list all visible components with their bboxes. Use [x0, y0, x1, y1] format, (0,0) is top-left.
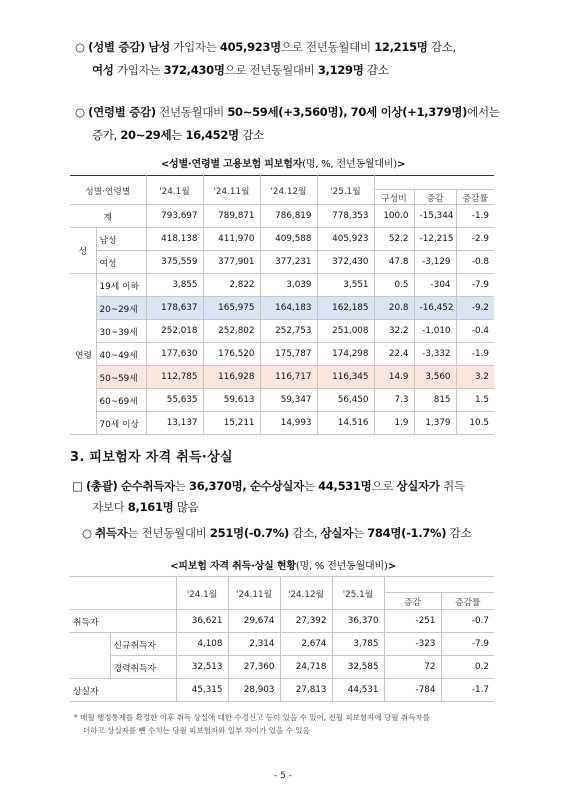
bullet-age-change-line2: 증가, 20~29세는 16,452명 감소 [92, 128, 264, 142]
bullet-acq-loss-change: ○ 취득자는 전년동월대비 251명(-0.7%) 감소, 상실자는 784명(-1.7%) 감소 [82, 526, 472, 540]
header-change-rate: 증감률 [441, 593, 494, 610]
bullet-age-change: ○ (연령별 증감) 전년동월대비 50~59세(+3,560명), 70세 이상(+1,379명)에서는 [75, 105, 500, 119]
row-label: 신규취득자 [110, 633, 176, 656]
row-label: 60~69세 [96, 389, 146, 412]
table-row: 성 남성 418,138 411,970 409,588 405,923 52.2 -12,215 -2.9 [70, 228, 494, 251]
group-gender: 성 [70, 228, 96, 274]
table1-caption: <성별·연령별 고용보험 피보험자(명, %, 전년동월대비)> [160, 159, 406, 170]
header-period: '24.1월 [146, 176, 203, 205]
net-losers-label: 순수상실자 [249, 479, 304, 493]
bullet-prefix: (연령별 증감) [88, 105, 156, 119]
row-label: 남성 [96, 228, 146, 251]
footnote-line: 더하고 상실자를 뺀 수치는 당월 피보험자와 일부 차이가 있을 수 있음 [83, 726, 310, 735]
row-label: 19세 이하 [96, 274, 146, 297]
header-period: '25.1월 [332, 577, 384, 610]
net-acquirers-label: 순수취득자 [120, 479, 175, 493]
table-row: 60~69세 55,635 59,613 59,347 56,450 7.3 815 1.5 [70, 389, 494, 412]
table-row-total: 계 793,697 789,871 786,819 778,353 100.0 -15,344 -1.9 [70, 205, 494, 228]
row-label: 취득자 [70, 610, 176, 633]
bullet-prefix: (성별 증감) [88, 40, 145, 54]
age-20s: 20~29세 [120, 128, 172, 142]
table2-caption: <피보험 자격 취득·상실 현황(명, % 전년동월대비)> [170, 561, 396, 572]
page-number: - 5 - [274, 771, 292, 781]
age-20s-value: 16,452명 [185, 128, 239, 142]
bullet-marker: ○ [82, 526, 92, 540]
row-label: 70세 이상 [96, 412, 146, 435]
age-70plus: 70세 이상(+1,379명) [350, 105, 468, 119]
header-share: 구성비 [374, 190, 414, 205]
table-row-highlighted: 20~29세 178,637 165,975 164,183 162,185 20.8 -16,452 -9.2 [70, 297, 494, 320]
table-row-highlighted: 50~59세 112,785 116,928 116,717 116,345 14.9 3,560 3.2 [70, 366, 494, 389]
bullet-marker: □ [72, 479, 83, 493]
table-row: 경력취득자 32,513 27,360 24,718 32,585 72 0.2 [70, 656, 494, 679]
bullet-overview: □ (총괄) 순수취득자는 36,370명, 순수상실자는 44,531명으로 상실자가 취득 [72, 479, 465, 493]
male-value: 405,923명 [219, 40, 281, 54]
section-title: 3. 피보험자 자격 취득·상실 [70, 450, 233, 465]
row-label: 50~59세 [96, 366, 146, 389]
header-period: '24.12월 [280, 577, 332, 610]
group-age: 연령 [70, 274, 96, 435]
insured-by-gender-age-table [70, 175, 494, 435]
losers-label: 상실자 [320, 526, 354, 540]
header-category: 성별·연령별 [70, 176, 146, 205]
footnote [74, 711, 430, 737]
table-row: 신규취득자 4,108 2,314 2,674 3,785 -323 -7.9 [70, 633, 494, 656]
acquirers-change: 251명(-0.7%) [209, 526, 289, 540]
row-label: 경력취득자 [110, 656, 176, 679]
bullet-prefix: (총괄) [85, 479, 118, 493]
row-label: 계 [70, 205, 146, 228]
header-change: 증감 [414, 190, 456, 205]
losers-label: 상실자가 [396, 479, 440, 493]
header-period: '24.11월 [228, 577, 280, 610]
row-label: 20~29세 [96, 297, 146, 320]
header-period: '25.1월 [317, 176, 374, 205]
header-change: 증감 [384, 593, 441, 610]
row-label: 40~49세 [96, 343, 146, 366]
header-period: '24.12월 [260, 176, 317, 205]
table-row: 30~39세 252,018 252,802 252,753 251,008 32.2 -1,010 -0.4 [70, 320, 494, 343]
row-label: 상실자 [70, 679, 176, 702]
header-period: '24.11월 [203, 176, 260, 205]
net-losers-value: 44,531명 [318, 479, 372, 493]
header-period: '24.1월 [176, 577, 228, 610]
acquisition-loss-table [70, 576, 494, 702]
table-row: 상실자 45,315 28,903 27,813 44,531 -784 -1.7 [70, 679, 494, 702]
losers-change: 784명(-1.7%) [367, 526, 447, 540]
header-change-rate: 증감률 [456, 190, 494, 205]
table-row: 40~49세 177,630 176,520 175,787 174,298 22.4 -3,332 -1.9 [70, 343, 494, 366]
female-label: 여성 [92, 63, 114, 77]
age-50s: 50~59세(+3,560명), [227, 105, 348, 119]
header-empty [70, 577, 176, 610]
bullet-overview-line2: 자보다 8,161명 많음 [92, 500, 199, 514]
table-row: 여성 375,559 377,901 377,231 372,430 47.8 -3,129 -0.8 [70, 251, 494, 274]
row-label: 30~39세 [96, 320, 146, 343]
male-change: 12,215명 [374, 40, 428, 54]
male-label: 남성 [148, 40, 170, 54]
bullet-gender-change: ○ (성별 증감) 남성 가입자는 405,923명으로 전년동월대비 12,215명 감소, [75, 40, 456, 54]
bullet-gender-change-line2: 여성 가입자는 372,430명으로 전년동월대비 3,129명 감소 [92, 63, 389, 77]
table-row: 취득자 36,621 29,674 27,392 36,370 -251 -0.7 [70, 610, 494, 633]
table-row: 70세 이상 13,137 15,211 14,993 14,516 1.9 1,379 10.5 [70, 412, 494, 435]
difference-value: 8,161명 [127, 500, 174, 514]
bullet-marker: ○ [75, 105, 85, 119]
net-acquirers-value: 36,370명, [189, 479, 247, 493]
female-value: 372,430명 [163, 63, 225, 77]
bullet-marker: ○ [75, 40, 85, 54]
table-row: 연령 19세 이하 3,855 2,822 3,039 3,551 0.5 -304 -7.9 [70, 274, 494, 297]
female-change: 3,129명 [317, 63, 364, 77]
row-label: 여성 [96, 251, 146, 274]
acquirers-label: 취득자 [95, 526, 128, 540]
footnote-line: * 매월 행정통계를 확정한 이후 취득 상실에 대한 수정신고 등이 있을 수 있어, 전월 피보험자에 당월 취득자를 [74, 713, 430, 722]
